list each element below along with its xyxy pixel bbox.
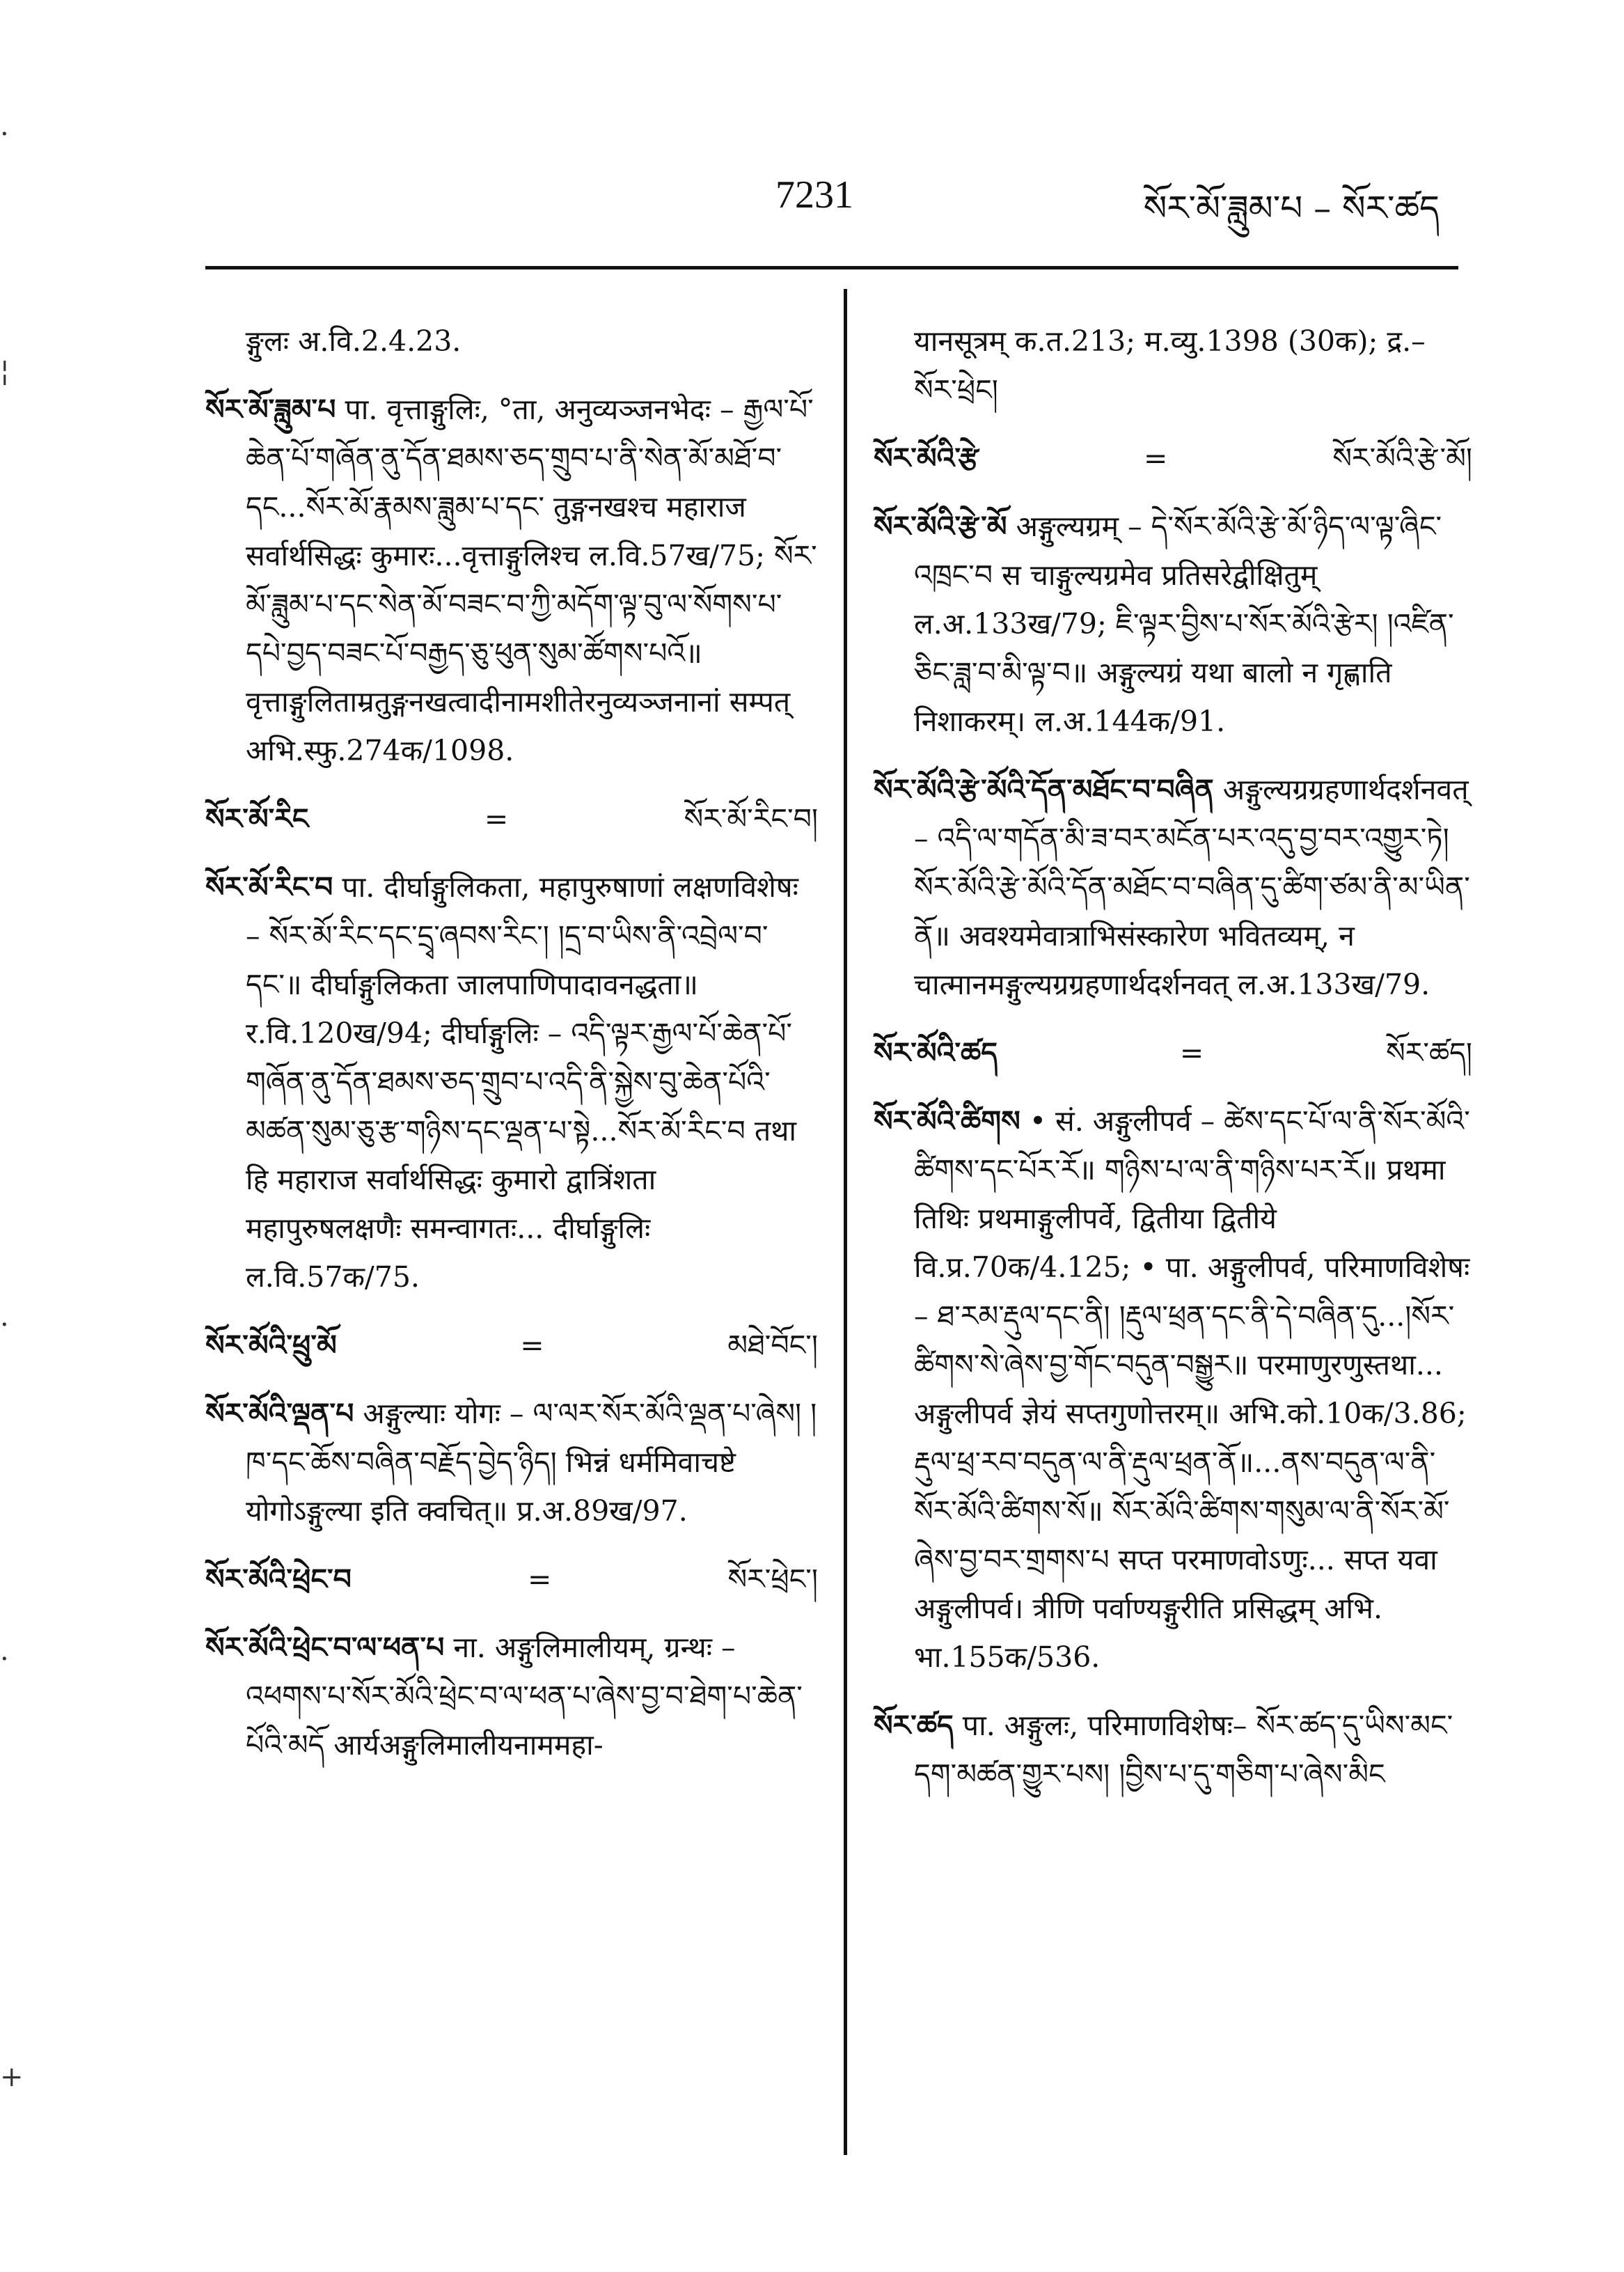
- entry-definition: ना. अङ्गुलिमालीयम्, ग्रन्थः – འཕགས་པ་སོར་མོའི་ཕྲེང་བ་ལ་ཕན་པ་ཞེས་བྱ་བ་ཐེག་པ་ཆེན་པོའི་མདོ आर्यअङ्गुलिमालीयनाममहा-: [246, 1631, 803, 1762]
- headword: སོར་མོའི་རྩེ་མོ: [874, 510, 1007, 543]
- dictionary-entry: [205, 1389, 818, 1535]
- entry-continuation: ङ्गुलः अ.वि.2.4.23.: [246, 324, 462, 358]
- margin-mark: ·: [0, 1643, 9, 1675]
- header-rule: [205, 266, 1458, 269]
- left-column: [205, 317, 818, 1789]
- headword: སོར་མོའི་ཚིགས: [874, 1104, 1020, 1138]
- headword: སོར་མོ་རིང་བ: [205, 870, 333, 904]
- cross-reference-target: སོར་ཕྲེང་།: [727, 1562, 818, 1596]
- entry-definition: • सं. अङ्गुलीपर्व – ཚེས་དང་པོ་ལ་ནི་སོར་མོའི་ཚིགས་དང་པོར་རོ॥ གཉིས་པ་ལ་ནི་གཉིས་པར་རོ॥ प्रथमा तिथिः प्रथमाङ्गुलीपर्वे, द्वितीया द्वितीये वि.प्र.70क/4.125; • पा. अङ्गुलीपर्व, परिमाणविशेषः – ཐ་རམ་རྡུལ་དང་ནི། །རྡུལ་ཕྲན་དང་ནི་དེ་བཞིན་དུ...།སོར་ཚིགས་སེ་ཞེས་བྱ་གོང་བདུན་བསྒྱུར॥ परमाणुरणुस्तथा... अङ्गुलीपर्व ज्ञेयं सप्तगुणोत्तरम्॥ अभि.को.10क/3.86; རྡུལ་ཕྲ་རབ་བདུན་ལ་ནི་རྡུལ་ཕྲན་ནོ॥...ནས་བདུན་ལ་ནི་སོར་མོའི་ཚིགས་སོ॥ སོར་མོའི་ཚིགས་གསུམ་ལ་ནི་སོར་མོ་ཞེས་བྱ་བར་གྲགས་པ सप्त परमाणवोऽणुः... सप्त यवा अङ्गुलीपर्व। त्रीणि पर्वाण्यङ्गुरीति प्रसिद्धम् अभि. भा.155क/536.: [914, 1104, 1470, 1674]
- headword: སོར་མོའི་ཕྲེང་བ: [205, 1562, 352, 1596]
- dictionary-entry: [874, 1701, 1472, 1799]
- entry-definition: अङ्गुल्यग्रग्रहणार्थदर्शनवत् – འདི་ལ་གདོན་མི་ཟ་བར་མངོན་པར་འདུ་བྱ་བར་འགྱུར་ཏེ། སོར་མོའི་རྩེ་མོའི་དོན་མཐོང་བ་བཞིན་དུ་ཚིག་ཙམ་ནི་མ་ཡིན་ནོ॥ अवश्यमेवात्राभिसंस्कारेण भवितव्यम्, न चात्मानमङ्गुल्यग्रग्रहणार्थदर्शनवत् ल.अ.133ख/79.: [914, 773, 1470, 1001]
- running-head: སོར་མོ་ཟླུམ་པ – སོར་ཚད: [1143, 188, 1440, 228]
- margin-mark: +: [0, 2061, 24, 2093]
- entry-definition: पा. वृत्ताङ्गुलिः, °ता, अनुव्यञ्जनभेदः – རྒྱལ་པོ་ཆེན་པོ་གཞོན་ནུ་དོན་ཐམས་ཅད་གྲུབ་པ་ནི་སེན་མོ་མཐོ་བ་དང...སོར་མོ་རྣམས་ཟླུམ་པ་དང་ तुङ्गनखश्च महाराज सर्वार्थसिद्धः कुमारः...वृत्ताङ्गुलिश्च ल.वि.57ख/75; སོར་མོ་ཟླུམ་པ་དང་སེན་མོ་བཟང་བ་ཀྱི་མདོག་ལྟ་བུ་ལ་སོགས་པ་དཔེ་བྱད་བཟང་པོ་བརྒྱད་ཅུ་ཕུན་སུམ་ཚོགས་པའོ॥ वृत्ताङ्गुलिताम्रतुङ्गनखत्वादीनामशीतेरनुव्यञ्जनानां सम्पत् अभि.स्फु.274क/1098.: [246, 393, 817, 767]
- cross-reference-entry: [205, 1555, 818, 1604]
- headword: སོར་མོའི་ཕྲེང་བ་ལ་ཕན་པ: [205, 1631, 445, 1664]
- dictionary-entry: [874, 1097, 1472, 1682]
- headword: སོར་མོའི་རྩེ་མོའི་དོན་མཐོང་བ་བཞིན: [874, 773, 1214, 806]
- headword: སོར་མོ་རིང: [205, 802, 309, 836]
- dictionary-entry: [205, 1623, 818, 1769]
- equals-sign: =: [484, 802, 509, 836]
- dictionary-entry: [874, 765, 1472, 1009]
- headword: སོར་མོའི་རྩེ: [874, 441, 979, 475]
- column-divider: [844, 289, 847, 2155]
- page-number: 7231: [775, 173, 853, 217]
- margin-mark: ·: [0, 118, 9, 150]
- cross-reference-target: སོར་མོའི་རྩེ་མོ།: [1332, 441, 1472, 475]
- dictionary-entry: [205, 385, 818, 775]
- equals-sign: =: [1143, 441, 1168, 475]
- entry-continuation: यानसूत्रम् क.त.213; म.व्यु.1398 (30क); द्र.– སོར་ཕྲེང།: [914, 324, 1426, 407]
- cross-reference-entry: [874, 1028, 1472, 1077]
- cross-reference-target: སོར་མོ་རིང་བ།: [684, 802, 818, 836]
- cross-reference-entry: [205, 1321, 818, 1370]
- cross-reference-entry: [874, 434, 1472, 483]
- headword: སོར་མོ་ཟླུམ་པ: [205, 393, 336, 426]
- entry-definition: अङ्गुल्यग्रम् – དེ་སོར་མོའི་རྩེ་མོ་ཉིད་ལ་ལྟ་ཞིང་འཁྲང་བ स चाङ्गुल्यग्रमेव प्रतिसरेद्वीक्षितुम् ल.अ.133ख/79; ཇི་ལྟར་བྱིས་པ་སོར་མོའི་རྩེར། །འཛིན་ཅིང་ཟླ་བ་མི་ལྟ་བ॥ अङ्गुल्यग्रं यथा बालो न गृह्णाति निशाकरम्। ल.अ.144क/91.: [914, 510, 1454, 738]
- headword: སོར་མོའི་ཕྲུ་མོ: [205, 1329, 337, 1362]
- dictionary-entry: [205, 863, 818, 1301]
- cross-reference-target: མཐེ་བོང་།: [727, 1329, 818, 1362]
- cross-reference-target: སོར་ཚད།: [1386, 1036, 1472, 1070]
- entry-definition: पा. अङ्गुलः, परिमाणविशेषः– སོར་ཚད་དུ་ཡིས་མང་དག་མཚན་གྱུར་པས། །བྱིས་པ་དུ་གཅིག་པ་ཞེས་མིང: [914, 1709, 1453, 1791]
- headword: སོར་མོའི་ལྡན་པ: [205, 1397, 354, 1430]
- margin-mark: ¦: [0, 355, 10, 387]
- right-column: [874, 317, 1472, 1818]
- margin-mark: ·: [0, 1309, 9, 1341]
- equals-sign: =: [520, 1329, 544, 1362]
- cross-reference-entry: [205, 794, 818, 843]
- equals-sign: =: [528, 1562, 552, 1596]
- headword: སོར་མོའི་ཚད: [874, 1036, 998, 1070]
- equals-sign: =: [1179, 1036, 1204, 1070]
- dictionary-entry: [874, 502, 1472, 746]
- entry-definition: अङ्गुल्याः योगः – ལ་ལར་སོར་མོའི་ལྡན་པ་ཞེས། །ཁ་དང་ཆོས་བཞིན་བརྗོད་བྱེད་ཉིད། भिन्नं धर्ममिवाचष्टे योगोऽङ्गुल्या इति क्वचित्॥ प्र.अ.89ख/97.: [246, 1397, 817, 1528]
- entry-definition: पा. दीर्घाङ्गुलिकता, महापुरुषाणां लक्षणविशेषः – སོར་མོ་རིང་དང་དྲྭ་ཞབས་རིང་། །དྲ་བ་ཡིས་ནི་འབྲེལ་བ་དང་॥ दीर्घाङ्गुलिकता जालपाणिपादावनद्धता॥ र.वि.120ख/94; दीर्घाङ्गुलिः – འདི་ལྟར་རྒྱལ་པོ་ཆེན་པོ་གཞོན་ནུ་དོན་ཐམས་ཅད་གྲུབ་པ་འདི་ནི་སྐྱེས་བུ་ཆེན་པོའི་མཚན་སུམ་ཅུ་རྩ་གཉིས་དང་ལྡན་པ་སྟེ...སོར་མོ་རིང་བ तथा हि महाराज सर्वार्थसिद्धः कुमारो द्वात्रिंशता महापुरुषलक्षणैः समन्वागतः... दीर्घाङ्गुलिः ल.वि.57क/75.: [246, 870, 798, 1294]
- headword: སོར་ཚད: [874, 1709, 954, 1742]
